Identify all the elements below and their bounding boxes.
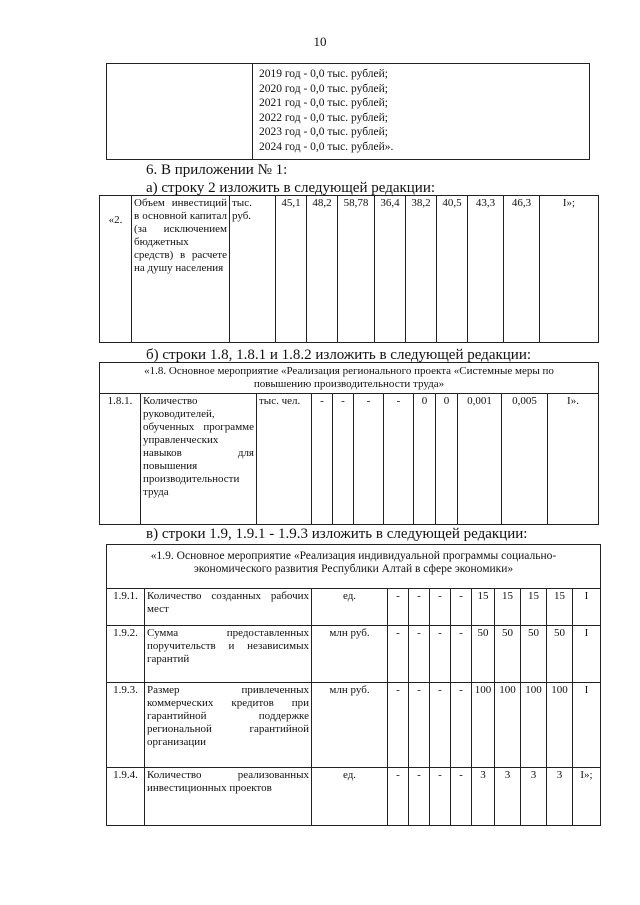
- value-cell: 100: [547, 683, 573, 768]
- paragraph-item-b: б) строки 1.8, 1.8.1 и 1.8.2 изложить в следующей редакции:: [146, 347, 532, 363]
- indicator-name: Количество созданных рабочих мест: [145, 589, 312, 626]
- section-header-1-8: «1.8. Основное мероприятие «Реализация регионального проекта «Системные меры по повышению производительности труда»: [100, 363, 599, 394]
- value-cell: 100: [472, 683, 495, 768]
- row-number: 1.9.4.: [107, 768, 145, 826]
- row-number: 1.9.3.: [107, 683, 145, 768]
- section-header-1-9: «1.9. Основное мероприятие «Реализация индивидуальной программы социально-экономического развития Республики Алтай в сфере экономики»: [107, 545, 601, 589]
- indicator-unit: тыс. руб.: [230, 196, 276, 343]
- value-cell: 50: [521, 626, 547, 683]
- row-number: 1.9.1.: [107, 589, 145, 626]
- value-cell: -: [451, 683, 472, 768]
- value-cell: 0,001: [458, 394, 502, 525]
- indicator-unit: млн руб.: [312, 683, 388, 768]
- value-cell: 15: [495, 589, 521, 626]
- row-end-marker: I».: [548, 394, 599, 525]
- funding-label-cell: [107, 64, 253, 160]
- row-end-marker: I»;: [540, 196, 599, 343]
- value-cell: -: [388, 768, 409, 826]
- row-number: «2.: [100, 196, 132, 343]
- row-number: 1.8.1.: [100, 394, 141, 525]
- paragraph-item-a: а) строку 2 изложить в следующей редакции:: [146, 180, 436, 196]
- indicator-name: Размер привлеченных коммерческих кредитов при гарантийной поддержке региональной гарантийной организации: [145, 683, 312, 768]
- row-end-marker: I»;: [573, 768, 601, 826]
- value-cell: 58,78: [338, 196, 375, 343]
- value-cell: -: [409, 768, 430, 826]
- row-end-marker: I: [573, 626, 601, 683]
- page-number: 10: [313, 34, 327, 49]
- row-end-marker: I: [573, 589, 601, 626]
- value-cell: 15: [521, 589, 547, 626]
- value-cell: -: [451, 626, 472, 683]
- value-cell: 100: [521, 683, 547, 768]
- funding-line: 2019 год - 0,0 тыс. рублей;: [259, 68, 388, 80]
- value-cell: -: [312, 394, 333, 525]
- indicator-table-1-8: [99, 362, 599, 525]
- indicator-unit: млн руб.: [312, 626, 388, 683]
- value-cell: 46,3: [504, 196, 540, 343]
- row-end-marker: I: [573, 683, 601, 768]
- value-cell: -: [430, 589, 451, 626]
- value-cell: 3: [547, 768, 573, 826]
- funding-line: 2024 год - 0,0 тыс. рублей».: [259, 140, 394, 153]
- value-cell: 50: [495, 626, 521, 683]
- value-cell: -: [409, 683, 430, 768]
- paragraph-item-c: в) строки 1.9, 1.9.1 - 1.9.3 изложить в следующей редакции:: [146, 526, 528, 542]
- value-cell: -: [354, 394, 384, 525]
- funding-table: [106, 63, 590, 160]
- indicator-unit: ед.: [312, 768, 388, 826]
- value-cell: -: [409, 626, 430, 683]
- value-cell: 100: [495, 683, 521, 768]
- indicator-name: Количество руководителей, обученных программе управленческих навыков для повышения производительности труда: [141, 394, 257, 525]
- funding-line: 2021 год - 0,0 тыс. рублей;: [259, 97, 388, 109]
- value-cell: -: [388, 626, 409, 683]
- indicator-name: Сумма предоставленных поручительств и независимых гарантий: [145, 626, 312, 683]
- value-cell: -: [451, 768, 472, 826]
- value-cell: 15: [472, 589, 495, 626]
- indicator-unit: ед.: [312, 589, 388, 626]
- value-cell: 36,4: [375, 196, 406, 343]
- indicator-table-1-9: [106, 544, 601, 826]
- value-cell: 0: [414, 394, 436, 525]
- value-cell: -: [409, 589, 430, 626]
- value-cell: 45,1: [276, 196, 307, 343]
- value-cell: 15: [547, 589, 573, 626]
- value-cell: -: [430, 683, 451, 768]
- funding-line: 2022 год - 0,0 тыс. рублей;: [259, 111, 388, 124]
- value-cell: 40,5: [437, 196, 468, 343]
- value-cell: 3: [521, 768, 547, 826]
- value-cell: 0: [436, 394, 458, 525]
- value-cell: -: [451, 589, 472, 626]
- row-number: 1.9.2.: [107, 626, 145, 683]
- indicator-name: Количество реализованных инвестиционных проектов: [145, 768, 312, 826]
- value-cell: 43,3: [468, 196, 504, 343]
- value-cell: 50: [472, 626, 495, 683]
- funding-schedule-cell: [253, 64, 590, 160]
- value-cell: -: [388, 683, 409, 768]
- indicator-unit: тыс. чел.: [257, 394, 312, 525]
- funding-line: 2020 год - 0,0 тыс. рублей;: [259, 82, 388, 95]
- indicator-table-row2: [99, 195, 599, 343]
- value-cell: -: [333, 394, 354, 525]
- value-cell: -: [388, 589, 409, 626]
- funding-line: 2023 год - 0,0 тыс. рублей;: [259, 126, 388, 138]
- value-cell: 38,2: [406, 196, 437, 343]
- value-cell: -: [384, 394, 414, 525]
- indicator-name: Объем инвестиций в основной капитал (за исключением бюджетных средств) в расчете на душу населения: [132, 196, 230, 343]
- value-cell: 0,005: [502, 394, 548, 525]
- value-cell: -: [430, 626, 451, 683]
- value-cell: 3: [495, 768, 521, 826]
- paragraph-item-6: 6. В приложении № 1:: [146, 162, 288, 178]
- value-cell: 3: [472, 768, 495, 826]
- value-cell: -: [430, 768, 451, 826]
- value-cell: 48,2: [307, 196, 338, 343]
- value-cell: 50: [547, 626, 573, 683]
